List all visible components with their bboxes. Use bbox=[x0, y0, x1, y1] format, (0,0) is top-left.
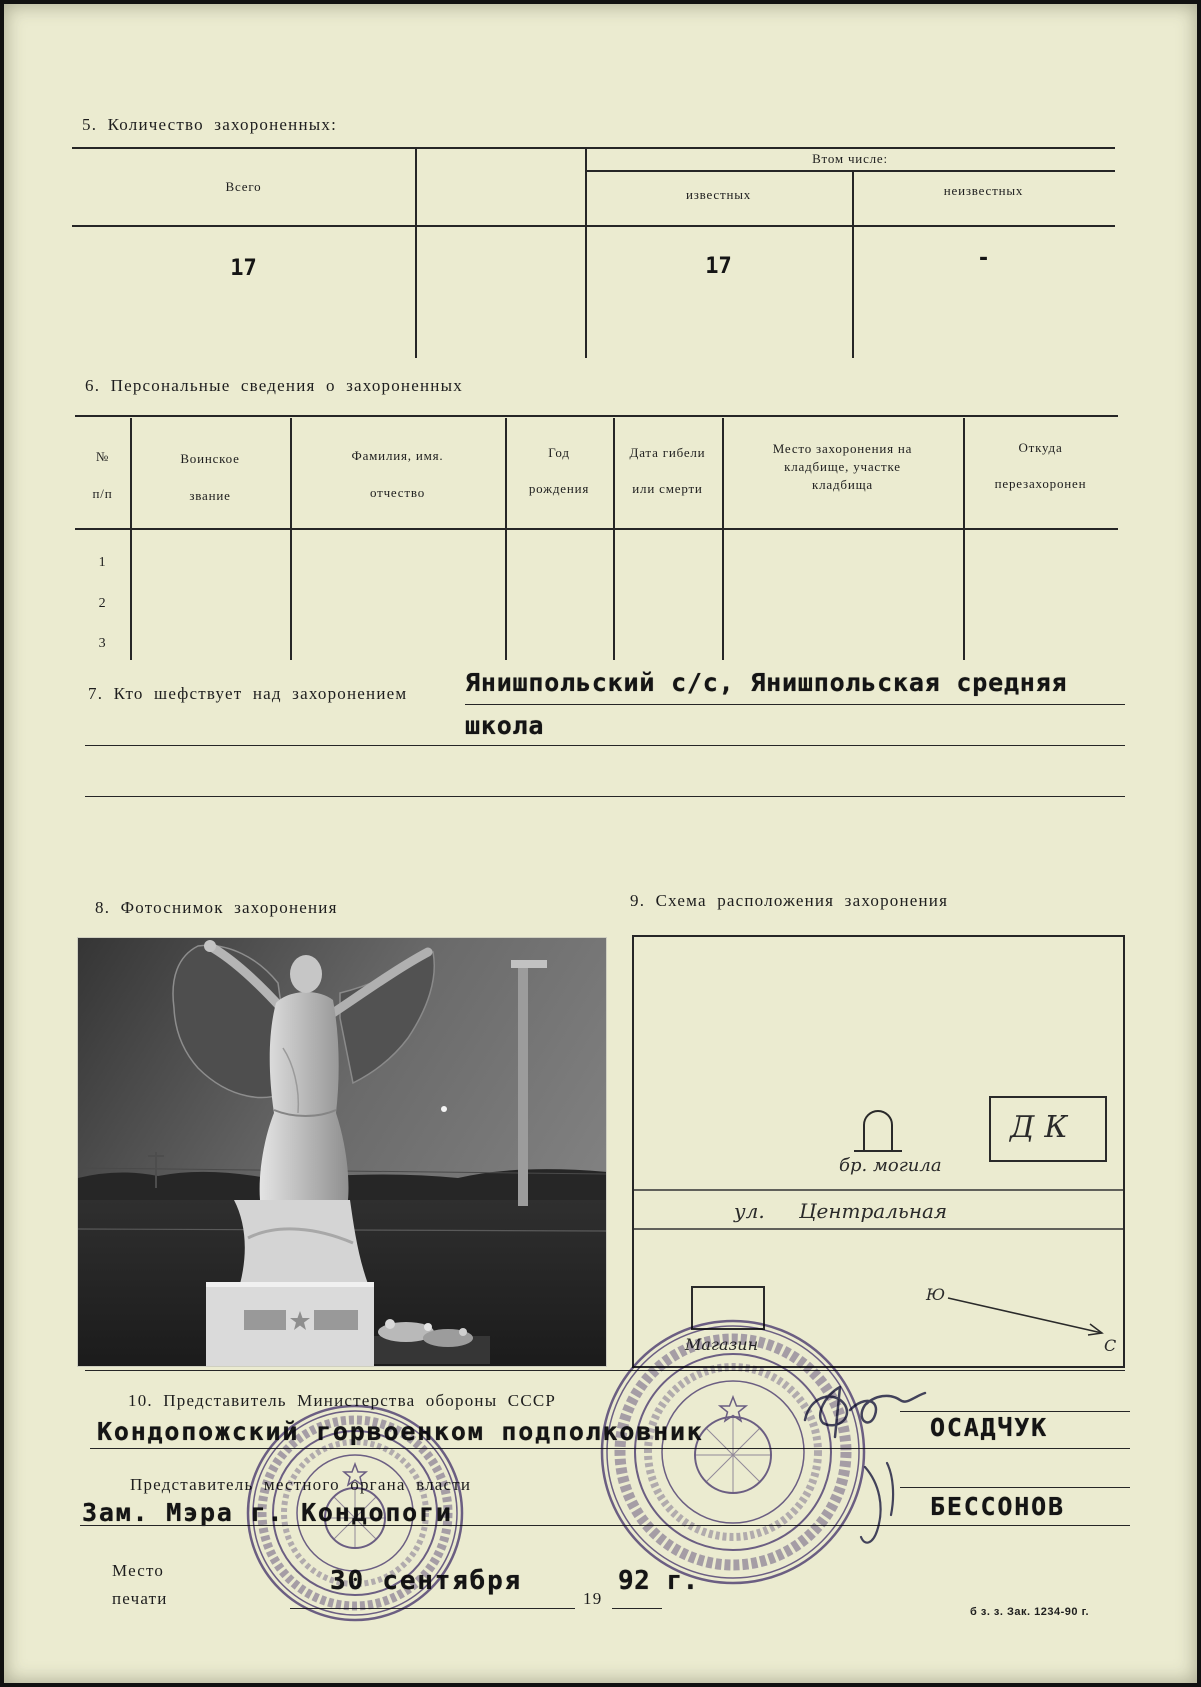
burial-photo bbox=[77, 937, 607, 1367]
section7-label: 7. Кто шефствует над захоронением bbox=[88, 684, 408, 703]
print-order-note: б з. з. Зак. 1234-90 г. bbox=[970, 1606, 1090, 1618]
grave-label: бр. могила bbox=[839, 1155, 942, 1176]
fill-line bbox=[80, 1525, 1130, 1526]
photo-light-spot bbox=[441, 1106, 447, 1112]
header-birth: рождения bbox=[528, 481, 590, 496]
table2-top-rule bbox=[75, 415, 1118, 417]
section-divider bbox=[85, 1370, 1125, 1371]
grave-symbol bbox=[854, 1111, 902, 1151]
date-day-month: 30 сентября bbox=[330, 1566, 522, 1596]
section6-title: 6. Персональные сведения о захороненных bbox=[85, 376, 463, 395]
seal-place-label: печати bbox=[112, 1589, 168, 1608]
club-label: ДК bbox=[1010, 1110, 1078, 1145]
table-row-number: 3 bbox=[98, 636, 107, 651]
col-total-header: Всего bbox=[225, 179, 262, 194]
col-including-header: Втом числе: bbox=[812, 151, 888, 166]
table-row-number: 2 bbox=[98, 596, 107, 611]
total-buried-value: 17 bbox=[230, 256, 257, 281]
fill-line bbox=[85, 745, 1125, 746]
header-origin: Откуда bbox=[1018, 440, 1063, 455]
unknown-buried-value: - bbox=[976, 246, 991, 271]
table2-col-rule bbox=[963, 418, 965, 660]
header-name: Фамилия, имя. bbox=[351, 448, 444, 463]
header-place: Место захоронения на bbox=[772, 441, 913, 456]
fill-line bbox=[900, 1411, 1130, 1412]
south-label: Ю bbox=[926, 1285, 946, 1304]
col-known-header: известных bbox=[685, 187, 752, 202]
local-representative: Зам. Мэра г. Кондопоги bbox=[82, 1498, 453, 1527]
direction-arrow bbox=[948, 1298, 1102, 1335]
year-suffix: 92 г. bbox=[618, 1566, 699, 1596]
table-row-number: 1 bbox=[98, 555, 107, 570]
col-unknown-header: неизвестных bbox=[943, 183, 1024, 198]
header-origin: перезахоронен bbox=[994, 476, 1087, 491]
location-scheme bbox=[632, 935, 1125, 1368]
north-label: С bbox=[1104, 1336, 1117, 1355]
section10-label: 10. Представитель Министерства обороны СССР bbox=[128, 1391, 557, 1410]
table1-col-rule bbox=[585, 148, 587, 358]
shop-building bbox=[692, 1287, 764, 1329]
header-rank: Воинское bbox=[180, 451, 240, 466]
fill-line bbox=[465, 704, 1125, 705]
seal-place-label: Место bbox=[112, 1561, 165, 1580]
table1-col-rule bbox=[415, 148, 417, 358]
known-buried-value: 17 bbox=[705, 254, 732, 279]
header-place: кладбища bbox=[812, 477, 873, 492]
fill-line bbox=[90, 1448, 1130, 1449]
header-rank: звание bbox=[189, 488, 231, 503]
signature-military bbox=[795, 1375, 935, 1555]
table1-sub-rule bbox=[585, 170, 1115, 172]
year-prefix: 19 bbox=[583, 1589, 603, 1608]
section5-title: 5. Количество захороненных: bbox=[82, 115, 337, 134]
header-num: № bbox=[95, 449, 110, 464]
patron-line-2: школа bbox=[465, 711, 545, 740]
table1-header-rule bbox=[72, 225, 1115, 227]
street-label: ул. Центральная bbox=[734, 1199, 948, 1223]
date-underline bbox=[290, 1608, 575, 1609]
section9-label: 9. Схема расположения захоронения bbox=[630, 891, 949, 910]
table2-header-rule bbox=[75, 528, 1118, 530]
section8-label: 8. Фотоснимок захоронения bbox=[95, 898, 338, 917]
header-death: Дата гибели bbox=[629, 445, 706, 460]
header-birth: Год bbox=[548, 445, 570, 460]
patron-line-1: Янишпольский с/с, Янишпольская средняя bbox=[465, 668, 1068, 697]
military-representative: Кондопожский горвоенком подполковник bbox=[97, 1417, 704, 1446]
header-place: кладбище, участке bbox=[784, 459, 901, 474]
header-death: или смерти bbox=[632, 481, 703, 496]
fill-line bbox=[900, 1487, 1130, 1488]
header-name: отчество bbox=[369, 485, 426, 500]
header-num: п/п bbox=[92, 486, 113, 501]
year-underline bbox=[612, 1608, 662, 1609]
table1-top-rule bbox=[72, 147, 1115, 149]
local-authority-label: Представитель местного органа власти bbox=[130, 1475, 472, 1494]
military-representative-name: ОСАДЧУК bbox=[930, 1413, 1048, 1442]
local-representative-name: БЕССОНОВ bbox=[930, 1492, 1065, 1521]
shop-label: Магазин bbox=[685, 1335, 759, 1354]
fill-line bbox=[85, 796, 1125, 797]
